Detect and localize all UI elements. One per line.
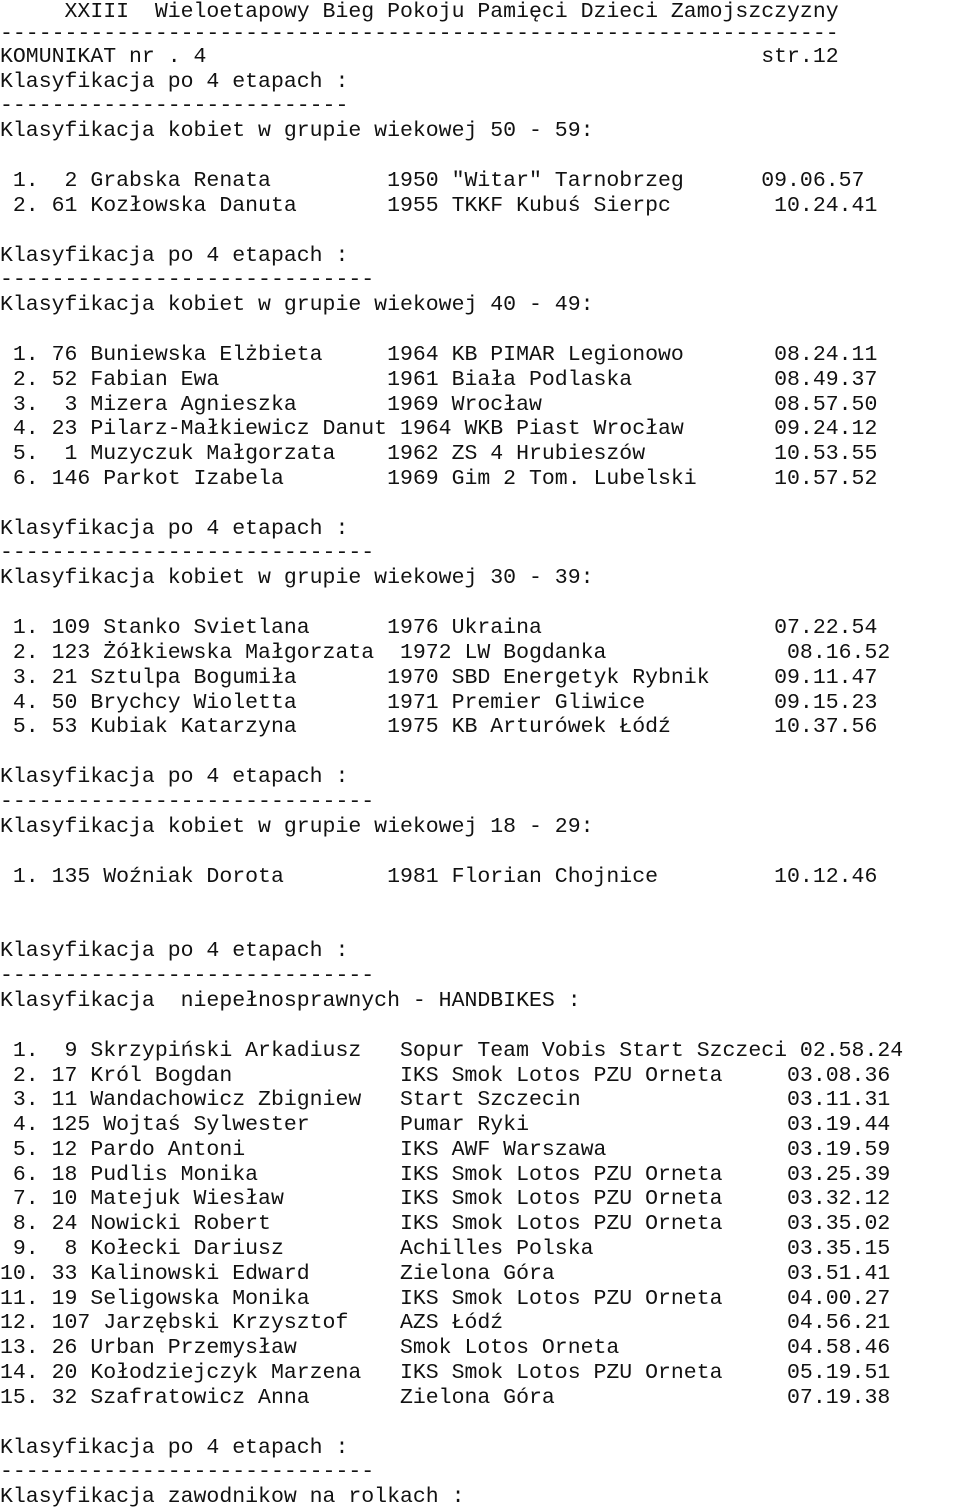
result-row: 5. 12 Pardo Antoni IKS AWF Warszawa 03.19.59 bbox=[0, 1138, 891, 1162]
result-row: 6. 146 Parkot Izabela 1969 Gim 2 Tom. Lubelski 10.57.52 bbox=[0, 467, 878, 491]
result-row: 7. 10 Matejuk Wiesław IKS Smok Lotos PZU Orneta 03.32.12 bbox=[0, 1187, 891, 1211]
result-row: 4. 125 Wojtaś Sylwester Pumar Ryki 03.19.44 bbox=[0, 1113, 891, 1137]
stage-rule: ----------------------------- bbox=[0, 541, 375, 565]
komunikat-line: KOMUNIKAT nr . 4 str.12 bbox=[0, 45, 839, 69]
stage-rule: --------------------------- bbox=[0, 94, 349, 118]
result-row: 5. 1 Muzyczuk Małgorzata 1962 ZS 4 Hrubieszów 10.53.55 bbox=[0, 442, 878, 466]
stage-heading: Klasyfikacja po 4 etapach : bbox=[0, 765, 349, 789]
result-row: 3. 3 Mizera Agnieszka 1969 Wrocław 08.57.50 bbox=[0, 393, 878, 417]
result-row: 2. 17 Król Bogdan IKS Smok Lotos PZU Orneta 03.08.36 bbox=[0, 1064, 891, 1088]
stage-heading: Klasyfikacja po 4 etapach : bbox=[0, 939, 349, 963]
title-rule: ----------------------------------------------------------------- bbox=[0, 22, 839, 46]
result-row: 11. 19 Seligowska Monika IKS Smok Lotos PZU Orneta 04.00.27 bbox=[0, 1287, 891, 1311]
result-row: 12. 107 Jarzębski Krzysztof AZS Łódź 04.56.21 bbox=[0, 1311, 891, 1335]
result-row: 1. 2 Grabska Renata 1950 "Witar" Tarnobrzeg 09.06.57 bbox=[0, 169, 865, 193]
result-row: 13. 26 Urban Przemysław Smok Lotos Orneta 04.58.46 bbox=[0, 1336, 891, 1360]
result-row: 4. 50 Brychcy Wioletta 1971 Premier Gliwice 09.15.23 bbox=[0, 691, 878, 715]
result-row: 9. 8 Kołecki Dariusz Achilles Polska 03.35.15 bbox=[0, 1237, 891, 1261]
stage-rule: ----------------------------- bbox=[0, 964, 375, 988]
group-heading: Klasyfikacja niepełnosprawnych - HANDBIKES : bbox=[0, 989, 581, 1013]
result-row: 2. 123 Żółkiewska Małgorzata 1972 LW Bogdanka 08.16.52 bbox=[0, 641, 891, 665]
group-heading: Klasyfikacja zawodnikow na rolkach : bbox=[0, 1485, 465, 1509]
result-row: 5. 53 Kubiak Katarzyna 1975 KB Arturówek Łódź 10.37.56 bbox=[0, 715, 878, 739]
result-row: 15. 32 Szafratowicz Anna Zielona Góra 07.19.38 bbox=[0, 1386, 891, 1410]
stage-rule: ----------------------------- bbox=[0, 790, 375, 814]
stage-heading: Klasyfikacja po 4 etapach : bbox=[0, 70, 349, 94]
result-row: 2. 52 Fabian Ewa 1961 Biała Podlaska 08.49.37 bbox=[0, 368, 878, 392]
stage-heading: Klasyfikacja po 4 etapach : bbox=[0, 1436, 349, 1460]
result-row: 1. 135 Woźniak Dorota 1981 Florian Chojnice 10.12.46 bbox=[0, 865, 878, 889]
result-row: 3. 11 Wandachowicz Zbigniew Start Szczecin 03.11.31 bbox=[0, 1088, 891, 1112]
result-row: 1. 109 Stanko Svietlana 1976 Ukraina 07.22.54 bbox=[0, 616, 878, 640]
result-row: 4. 23 Pilarz-Małkiewicz Danut 1964 WKB Piast Wrocław 09.24.12 bbox=[0, 417, 878, 441]
group-heading: Klasyfikacja kobiet w grupie wiekowej 30 - 39: bbox=[0, 566, 594, 590]
result-row: 2. 61 Kozłowska Danuta 1955 TKKF Kubuś Sierpc 10.24.41 bbox=[0, 194, 878, 218]
result-row: 14. 20 Kołodziejczyk Marzena IKS Smok Lotos PZU Orneta 05.19.51 bbox=[0, 1361, 891, 1385]
group-heading: Klasyfikacja kobiet w grupie wiekowej 50 - 59: bbox=[0, 119, 594, 143]
result-row: 8. 24 Nowicki Robert IKS Smok Lotos PZU Orneta 03.35.02 bbox=[0, 1212, 891, 1236]
stage-rule: ----------------------------- bbox=[0, 268, 375, 292]
result-row: 3. 21 Sztulpa Bogumiła 1970 SBD Energetyk Rybnik 09.11.47 bbox=[0, 666, 878, 690]
group-heading: Klasyfikacja kobiet w grupie wiekowej 40 - 49: bbox=[0, 293, 594, 317]
result-row: 1. 76 Buniewska Elżbieta 1964 KB PIMAR Legionowo 08.24.11 bbox=[0, 343, 878, 367]
group-heading: Klasyfikacja kobiet w grupie wiekowej 18 - 29: bbox=[0, 815, 594, 839]
result-row: 10. 33 Kalinowski Edward Zielona Góra 03.51.41 bbox=[0, 1262, 891, 1286]
document-title: XXIII Wieloetapowy Bieg Pokoju Pamięci Dzieci Zamojszczyzny bbox=[0, 0, 839, 24]
result-row: 6. 18 Pudlis Monika IKS Smok Lotos PZU Orneta 03.25.39 bbox=[0, 1163, 891, 1187]
stage-heading: Klasyfikacja po 4 etapach : bbox=[0, 517, 349, 541]
stage-rule: ----------------------------- bbox=[0, 1460, 375, 1484]
stage-heading: Klasyfikacja po 4 etapach : bbox=[0, 244, 349, 268]
result-row: 1. 9 Skrzypiński Arkadiusz Sopur Team Vobis Start Szczeci 02.58.24 bbox=[0, 1039, 904, 1063]
